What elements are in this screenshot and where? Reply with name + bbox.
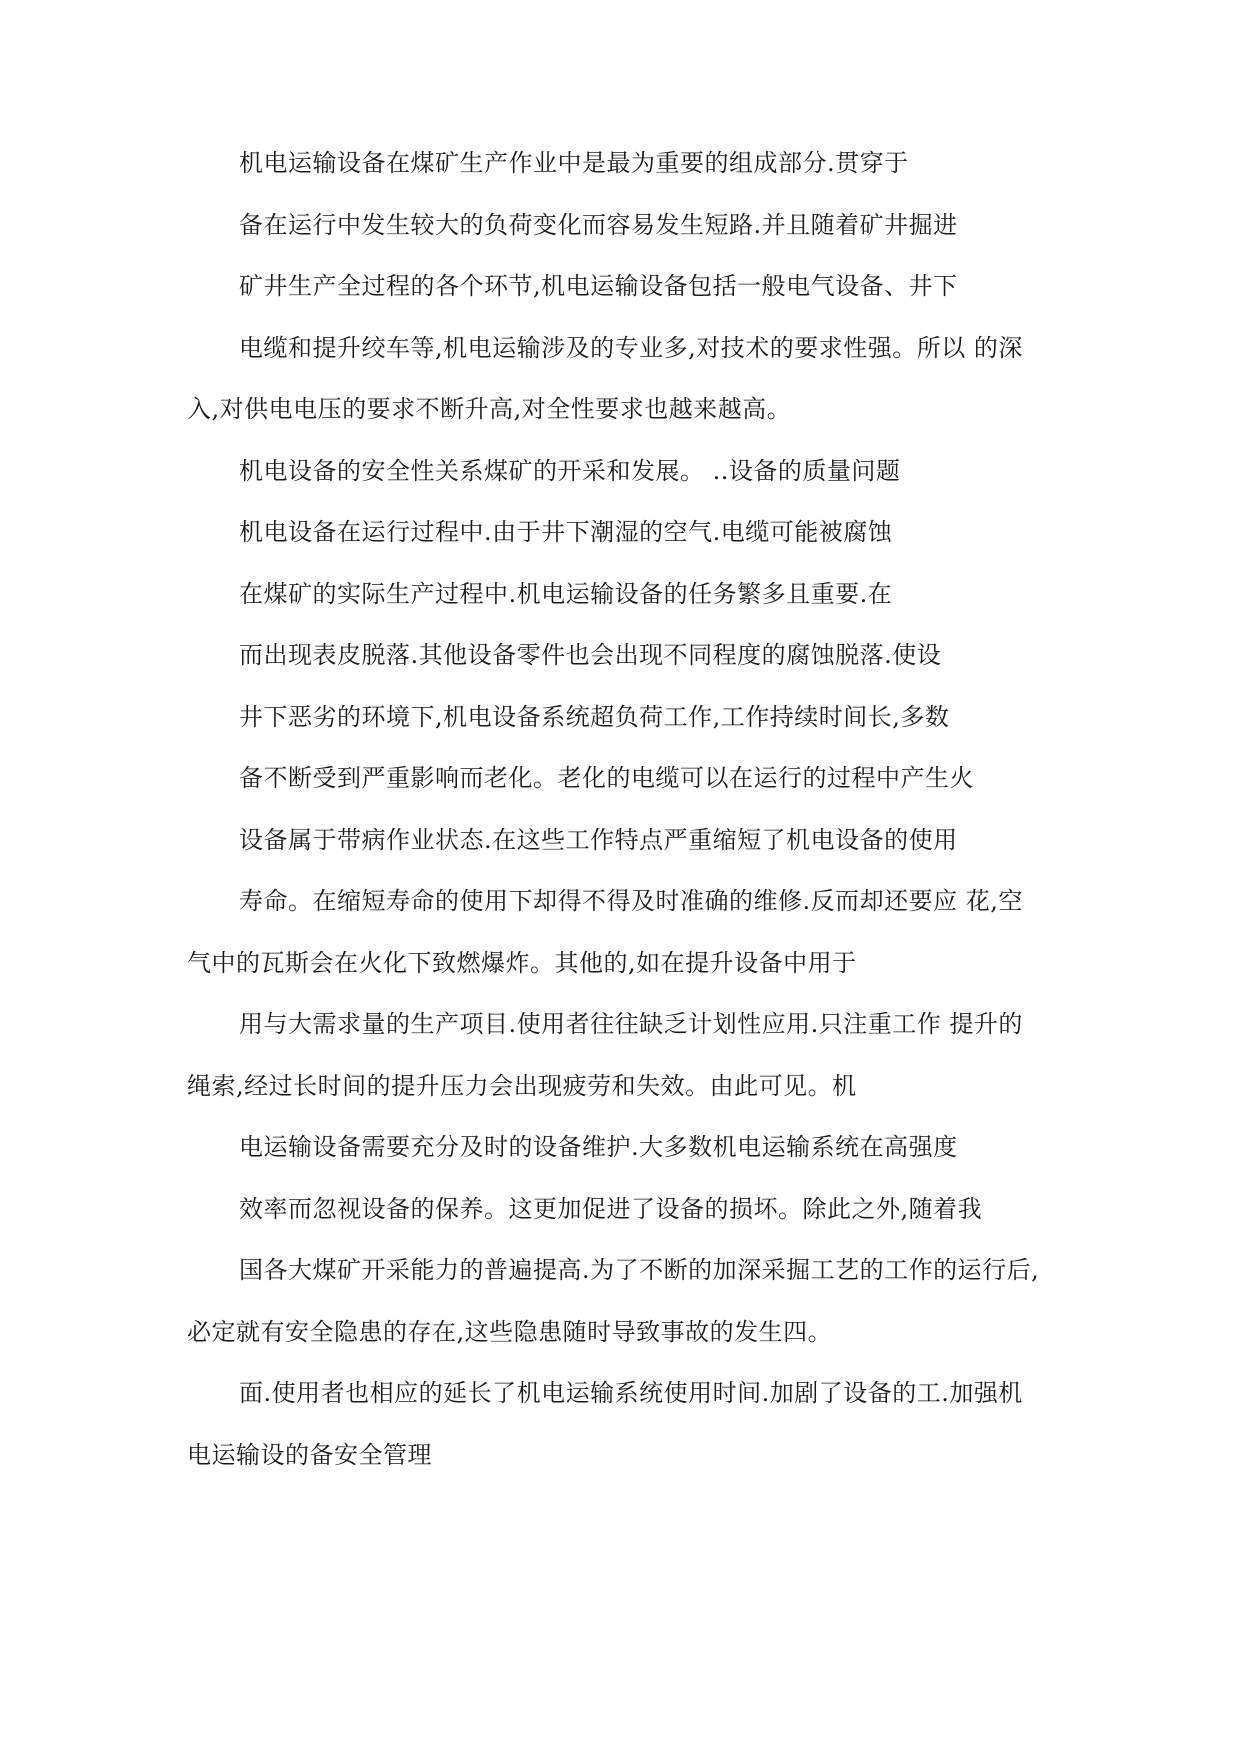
text-line: 气中的瓦斯会在火化下致燃爆炸。其他的,如在提升设备中用于 <box>187 949 857 977</box>
text-line: 井下恶劣的环境下,机电设备系统超负荷工作,工作持续时间长,多数 <box>239 703 950 731</box>
text-line: 机电设备的安全性关系煤矿的开采和发展。 ..设备的质量问题 <box>239 457 901 485</box>
text-line: 设备属于带病作业状态.在这些工作特点严重缩短了机电设备的使用 <box>239 826 958 854</box>
text-line: 国各大煤矿开采能力的普遍提高.为了不断的加深采掘工艺的工作的运行后, <box>239 1256 1040 1284</box>
text-line: 矿井生产全过程的各个环节,机电运输设备包括一般电气设备、井下 <box>239 272 958 300</box>
text-line: 绳索,经过长时间的提升压力会出现疲劳和失效。由此可见。机 <box>187 1072 857 1100</box>
text-line: 在煤矿的实际生产过程中.机电运输设备的任务繁多且重要.在 <box>239 580 893 608</box>
text-line: 电缆和提升绞车等,机电运输涉及的专业多,对技术的要求性强。所以 的深 <box>239 334 1023 362</box>
text-line: 备不断受到严重影响而老化。老化的电缆可以在运行的过程中产生火 <box>239 764 974 792</box>
text-line: 面.使用者也相应的延长了机电运输系统使用时间.加剧了设备的工.加强机 <box>239 1379 1023 1407</box>
text-line: 寿命。在缩短寿命的使用下却得不得及时准确的维修.反而却还要应 花,空 <box>239 887 1023 915</box>
text-line: 而出现表皮脱落.其他设备零件也会出现不同程度的腐蚀脱落.使设 <box>239 641 942 669</box>
text-line: 电运输设的备安全管理 <box>187 1441 432 1469</box>
text-line: 必定就有安全隐患的存在,这些隐患随时导致事故的发生四。 <box>187 1318 833 1346</box>
text-line: 用与大需求量的生产项目.使用者往往缺乏计划性应用.只注重工作 提升的 <box>239 1010 1023 1038</box>
text-line: 机电设备在运行过程中.由于井下潮湿的空气.电缆可能被腐蚀 <box>239 518 893 546</box>
text-line: 备在运行中发生较大的负荷变化而容易发生短路.并且随着矿井掘进 <box>239 211 958 239</box>
text-line: 效率而忽视设备的保养。这更加促进了设备的损坏。除此之外,随着我 <box>239 1195 983 1223</box>
text-line: 机电运输设备在煤矿生产作业中是最为重要的组成部分.贯穿于 <box>239 149 909 177</box>
text-line: 入,对供电电压的要求不断升高,对全性要求也越来越高。 <box>187 395 792 423</box>
text-line: 电运输设备需要充分及时的设备维护.大多数机电运输系统在高强度 <box>239 1133 958 1161</box>
